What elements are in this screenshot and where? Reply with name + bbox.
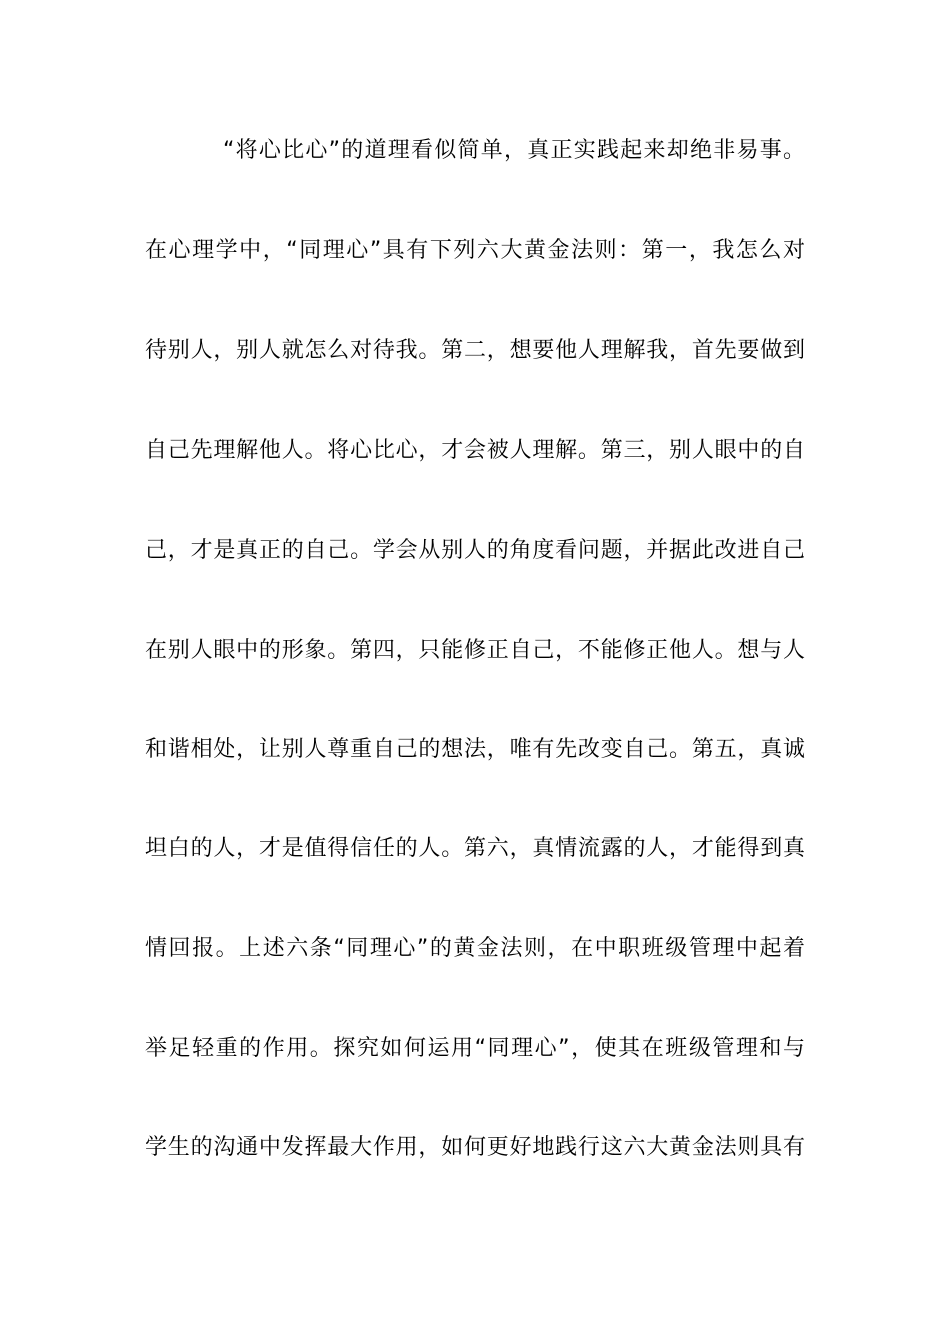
- paragraph-line-6: 在别人眼中的形象。第四，只能修正自己，不能修正他人。想与人: [145, 638, 805, 663]
- paragraph-line-9: 情回报。上述六条“同理心”的黄金法则，在中职班级管理中起着: [145, 936, 805, 961]
- paragraph-line-2: 在心理学中，“同理心”具有下列六大黄金法则：第一，我怎么对: [145, 238, 805, 263]
- paragraph-line-10: 举足轻重的作用。探究如何运用“同理心”，使其在班级管理和与: [145, 1036, 805, 1061]
- paragraph-line-1: “将心比心”的道理看似简单，真正实践起来却绝非易事。: [223, 138, 805, 163]
- paragraph-line-5: 己，才是真正的自己。学会从别人的角度看问题，并据此改进自己: [145, 538, 805, 563]
- paragraph-line-3: 待别人，别人就怎么对待我。第二，想要他人理解我，首先要做到: [145, 338, 805, 363]
- paragraph-line-11: 学生的沟通中发挥最大作用，如何更好地践行这六大黄金法则具有: [145, 1135, 805, 1160]
- paragraph-line-8: 坦白的人，才是值得信任的人。第六，真情流露的人，才能得到真: [145, 836, 805, 861]
- paragraph-line-7: 和谐相处，让别人尊重自己的想法，唯有先改变自己。第五，真诚: [145, 737, 805, 762]
- paragraph-line-4: 自己先理解他人。将心比心，才会被人理解。第三，别人眼中的自: [145, 438, 805, 463]
